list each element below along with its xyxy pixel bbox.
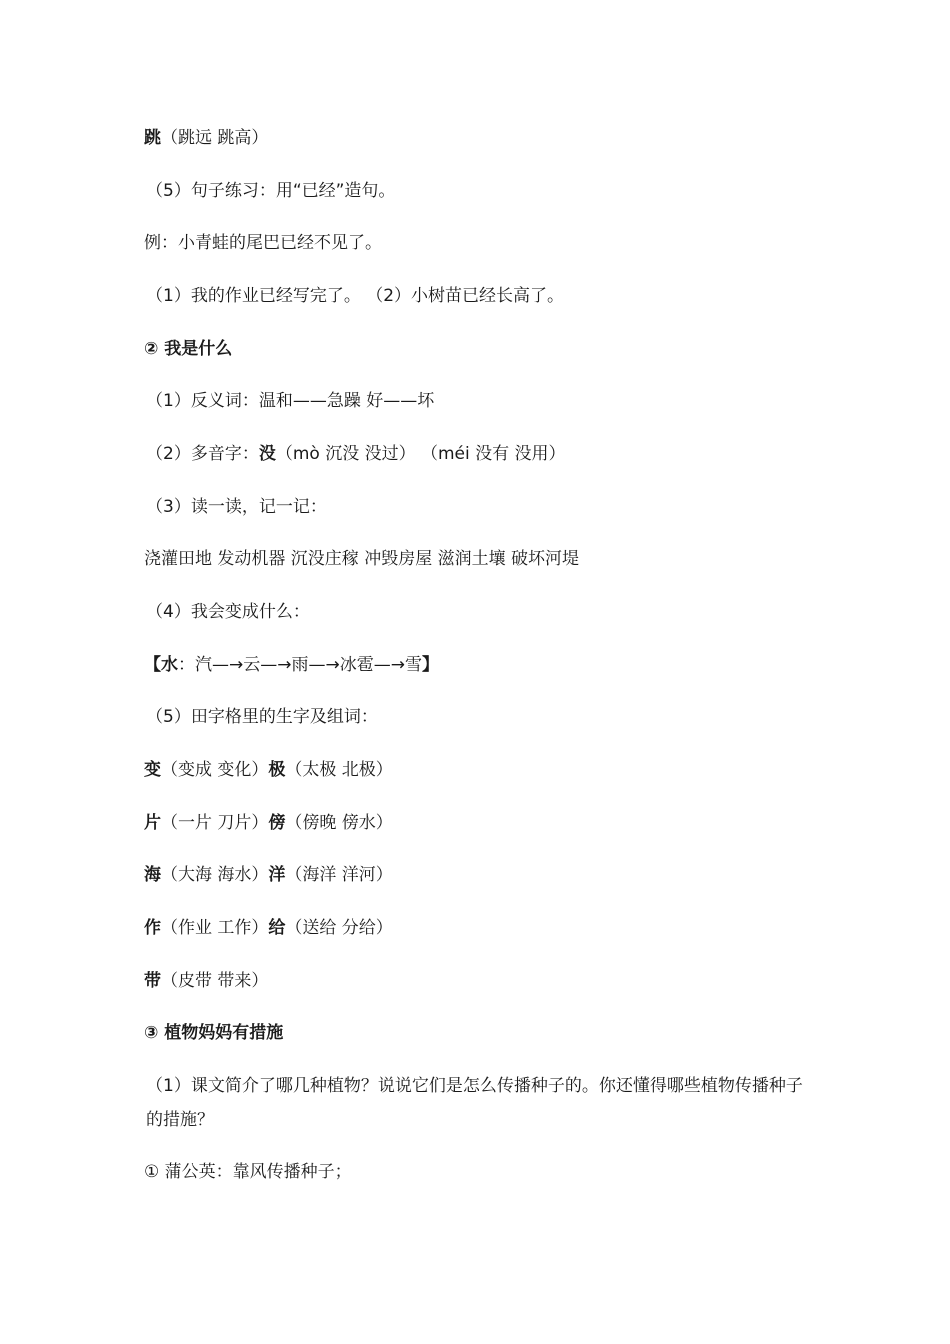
vocab-words: （太极 北极） [285, 760, 393, 780]
water-cycle-line [144, 648, 814, 682]
line-text: （5）田字格里的生字及组词： [146, 707, 378, 727]
section-heading-wo-shi-shen-me [144, 332, 814, 366]
vocab-char: 洋 [268, 865, 286, 885]
vocab-words: （大海 海水） [161, 865, 269, 885]
vocab-line-pian-bang [144, 806, 814, 840]
vocab-words: （变成 变化） [161, 760, 269, 780]
vocab-char: 给 [268, 918, 286, 938]
vocab-char: 极 [268, 760, 286, 780]
antonyms-line [146, 384, 816, 418]
vocab-line-hai-yang [144, 858, 814, 892]
line-text: 浇灌田地 发动机器 沉没庄稼 冲毁房屋 滋润土壤 破坏河堤 [144, 549, 580, 569]
polyphone-line [146, 437, 816, 471]
line-text: （5）句子练习：用“已经”造句。 [146, 181, 396, 201]
line-text: （4）我会变成什么： [146, 602, 310, 622]
vocab-words: （一片 刀片） [161, 813, 269, 833]
vocab-line-zuo-gei [144, 911, 814, 945]
vocab-line-dai [144, 964, 814, 998]
vocab-char: 片 [144, 813, 161, 833]
vocab-char: 跳 [144, 128, 161, 148]
vocab-words: （送给 分给） [285, 918, 393, 938]
phrase-list [144, 542, 814, 576]
grid-chars-heading [146, 700, 816, 734]
vocab-char: 带 [144, 971, 161, 991]
line-text: 例：小青蛙的尾巴已经不见了。 [144, 233, 382, 253]
line-text: （mò 沉没 没过） （méi 没有 没用） [275, 444, 566, 464]
sentence-practice-heading [146, 174, 816, 208]
question-paragraph [146, 1069, 811, 1137]
line-text: （1）课文简介了哪几种植物？说说它们是怎么传播种子的。你还懂得哪些植物传播种子的措施？ [146, 1076, 803, 1130]
line-text: ① 蒲公英：靠风传播种子； [144, 1162, 352, 1182]
bracket-close-bold: 】 [421, 655, 439, 675]
vocab-char: 作 [144, 918, 161, 938]
bracket-open-bold: 【水 [144, 655, 178, 675]
line-text: （1）我的作业已经写完了。 （2）小树苗已经长高了。 [146, 286, 565, 306]
vocab-char: 变 [144, 760, 161, 780]
vocab-line-tiao [144, 121, 814, 155]
vocab-line-bian-ji [144, 753, 814, 787]
example-sentence [144, 226, 814, 260]
section-heading-zhiwu-mama [144, 1016, 814, 1050]
line-prefix: （2）多音字： [146, 444, 259, 464]
practice-sentences [146, 279, 816, 313]
vocab-char: 傍 [268, 813, 286, 833]
vocab-words: （皮带 带来） [161, 971, 269, 991]
line-text: （3）读一读，记一记： [146, 497, 327, 517]
section-title: ② 我是什么 [144, 339, 233, 359]
read-remember-heading [146, 490, 816, 524]
vocab-char: 没 [258, 444, 276, 464]
vocab-words: （傍晚 傍水） [285, 813, 393, 833]
transform-heading [146, 595, 816, 629]
vocab-words: （海洋 洋河） [285, 865, 393, 885]
section-title: ③ 植物妈妈有措施 [144, 1023, 284, 1043]
line-text: （1）反义词：温和——急躁 好——坏 [146, 391, 435, 411]
vocab-words: （跳远 跳高） [161, 128, 269, 148]
answer-dandelion [144, 1155, 814, 1189]
vocab-char: 海 [144, 865, 161, 885]
vocab-words: （作业 工作） [161, 918, 269, 938]
line-text: ：汽—→云—→雨—→冰雹—→雪 [178, 655, 422, 675]
